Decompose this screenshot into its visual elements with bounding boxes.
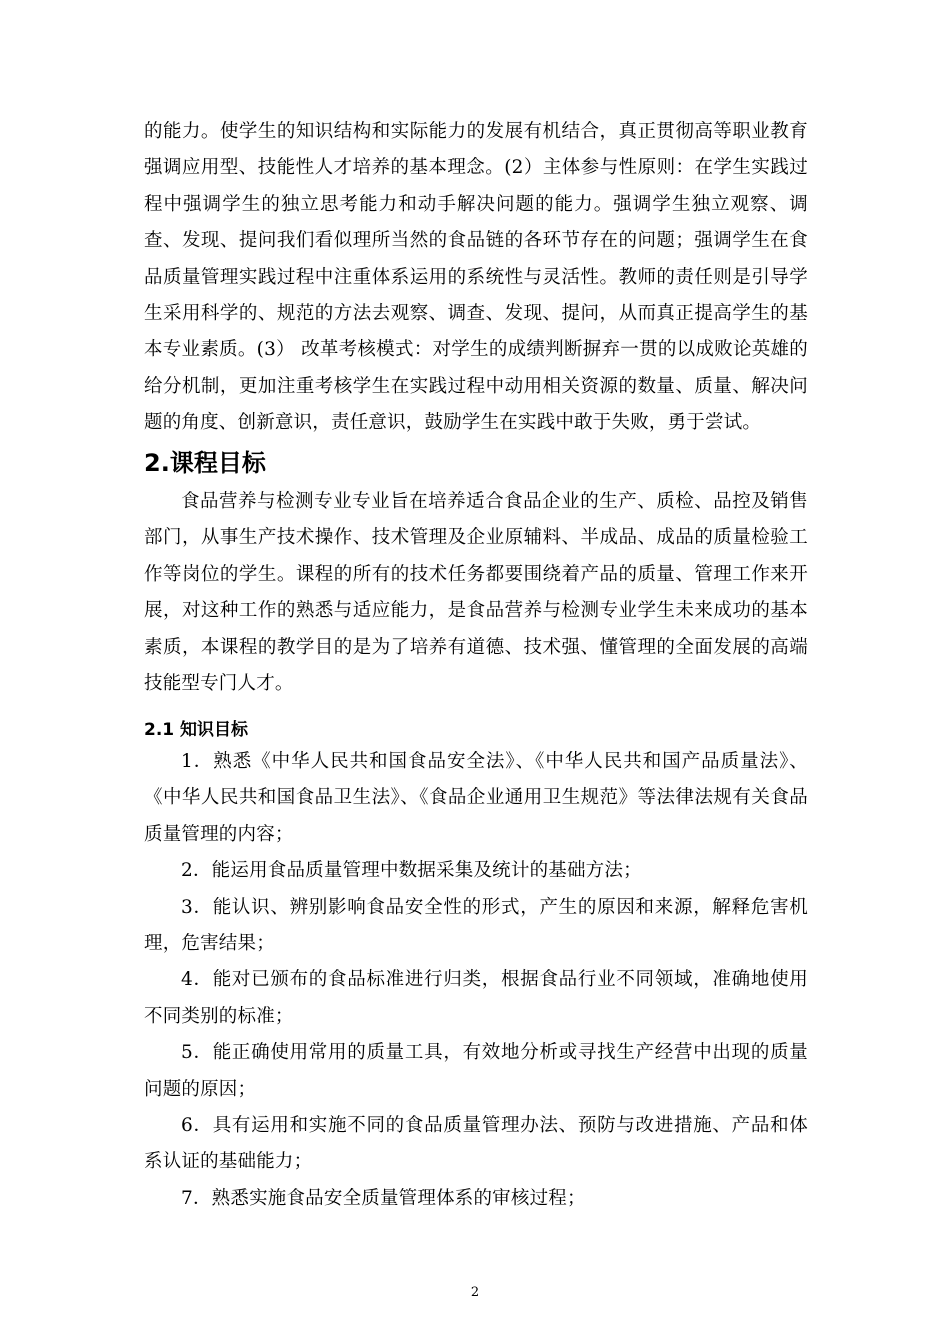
list-item: 6．具有运用和实施不同的食品质量管理办法、预防与改进措施、产品和体系认证的基础能力； xyxy=(144,1115,808,1173)
list-item: 2．能运用食品质量管理中数据采集及统计的基础方法； xyxy=(181,860,642,882)
intro-paragraph-text: 的能力。使学生的知识结构和实际能力的发展有机结合，真正贯彻高等职业教育强调应用型、技能性人才培养的基本理念。(2）主体参与性原则：在学生实践过程中强调学生的独立思考能力和动手解决问题的能力。强调学生独立观察、调查、发现、提问我们看似理所当然的食品链的各环节存在的问题；强调学生在食品质量管理实践过程中注重体系运用的系统性与灵活性。教师的责任则是引导学生采用科学的、规范的方法去观察、调查、发现、提问，从而真正提高学生的基本专业素质。(3） 改革考核模式：对学生的成绩判断摒弃一贯的以成败论英雄的给分机制，更加注重考核学生在实践过程中动用相关资源的数量、质量、解决问题的角度、创新意识，责任意识，鼓励学生在实践中敢于失败，勇于尝试。 xyxy=(144,121,808,434)
section-heading: 2.课程目标 xyxy=(144,449,266,477)
intro-paragraph xyxy=(144,114,808,442)
list-item: 1．熟悉《中华人民共和国食品安全法》、《中华人民共和国产品质量法》、《中华人民共和国食品卫生法》、《食品企业通用卫生规范》等法律法规有关食品质量管理的内容； xyxy=(144,751,808,845)
list-item: 7．熟悉实施食品安全质量管理体系的审核过程； xyxy=(181,1187,586,1209)
knowledge-goal-list xyxy=(144,744,808,1217)
subsection-heading: 2.1 知识目标 xyxy=(144,720,249,740)
list-item: 5．能正确使用常用的质量工具，有效地分析或寻找生产经营中出现的质量问题的原因； xyxy=(144,1042,808,1100)
goal-paragraph-text: 食品营养与检测专业专业旨在培养适合食品企业的生产、质检、品控及销售部门，从事生产技术操作、技术管理及企业原辅料、半成品、成品的质量检验工作等岗位的学生。课程的所有的技术任务都要围绕着产品的质量、管理工作来开展，对这种工作的熟悉与适应能力，是食品营养与检测专业学生未来成功的基本素质，本课程的教学目的是为了培养有道德、技术强、懂管理的全面发展的高端技能型专门人才。 xyxy=(144,491,808,695)
page-number: 2 xyxy=(470,1285,480,1300)
goal-paragraph xyxy=(144,484,808,702)
list-item: 3．能认识、辨别影响食品安全性的形式，产生的原因和来源，解释危害机理，危害结果； xyxy=(144,896,808,955)
list-item: 4．能对已颁布的食品标准进行归类，根据食品行业不同领域，准确地使用不同类别的标准； xyxy=(144,969,808,1027)
